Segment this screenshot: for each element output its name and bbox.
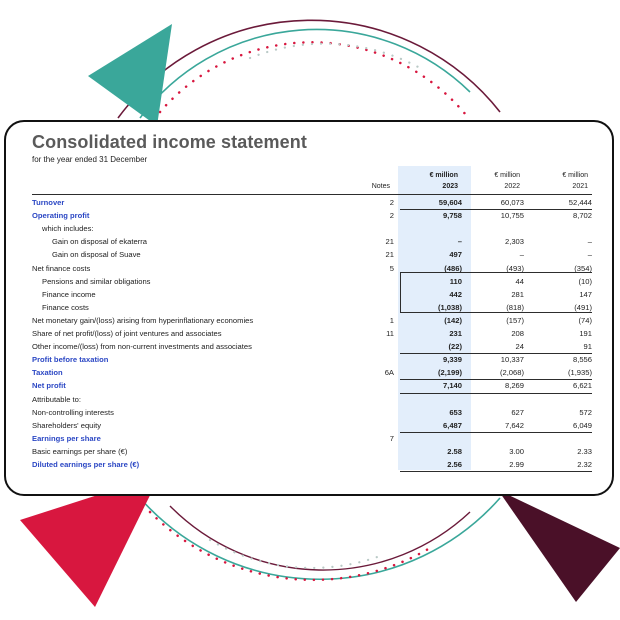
row-note: 5: [389, 263, 394, 273]
value-2021: 2.32: [577, 460, 592, 469]
row-rule: [400, 353, 592, 354]
row-note: 21: [385, 237, 394, 247]
value-2021: 8,556: [572, 355, 592, 365]
maroon-triangle: [498, 490, 620, 602]
value-2021: 572: [579, 407, 592, 417]
income-statement-card: [4, 120, 614, 496]
row-label: Pensions and similar obligations: [42, 276, 151, 286]
value-2023: (142): [444, 315, 462, 325]
value-2022: 10,337: [500, 355, 524, 365]
row-rule: [400, 432, 592, 433]
value-2021: (74): [578, 315, 592, 325]
table-row: [6, 432, 614, 445]
value-2021: (354): [574, 263, 592, 273]
row-rule: [400, 379, 592, 380]
value-2022: 2.99: [509, 460, 524, 469]
value-2022: 627: [511, 407, 524, 417]
table-row: [6, 458, 614, 471]
row-label: Finance income: [42, 289, 96, 299]
col-header-2021: [562, 170, 588, 192]
col-unit-2021: € million: [562, 172, 588, 179]
value-2023: 6,487: [442, 420, 462, 430]
value-2023: (2,199): [437, 368, 462, 378]
table-row: [6, 379, 614, 392]
row-label: Profit before taxation: [32, 355, 109, 365]
row-note: 1: [389, 315, 394, 325]
row-note: 7: [389, 433, 394, 443]
notes-header: Notes: [371, 183, 390, 190]
row-label: which includes:: [42, 224, 94, 234]
col-year-2023: 2023: [442, 183, 458, 190]
finance-box-left: [400, 272, 401, 312]
finance-box-bottom: [400, 312, 592, 313]
lower-arc-teal: [140, 498, 500, 579]
col-year-2022: 2022: [504, 183, 520, 190]
value-2023: 653: [449, 407, 462, 417]
table-row: [6, 248, 614, 261]
value-2021: –: [587, 237, 592, 247]
value-2023: –: [457, 237, 462, 247]
value-2021: 2.33: [577, 446, 592, 456]
value-2022: 7,642: [504, 420, 524, 430]
table-row: [6, 209, 614, 222]
table-row: [6, 196, 614, 209]
value-2022: 208: [511, 329, 524, 338]
value-2022: 24: [515, 342, 524, 352]
value-2023: (22): [448, 342, 462, 352]
table-row: [6, 366, 614, 379]
table-row: [6, 288, 614, 301]
table-row: [6, 327, 614, 340]
row-label: Net finance costs: [32, 263, 91, 273]
value-2022: (493): [506, 263, 524, 273]
value-2022: 44: [515, 276, 524, 286]
row-label: Net profit: [32, 381, 66, 391]
row-label: Turnover: [32, 198, 65, 207]
value-2023: 7,140: [442, 381, 462, 391]
value-2023: 9,339: [442, 355, 462, 365]
teal-triangle: [88, 24, 172, 126]
value-2023: 9,758: [442, 211, 462, 221]
row-note: 21: [385, 250, 394, 260]
value-2021: 52,444: [568, 198, 592, 207]
table-row: [6, 340, 614, 353]
value-2023: (1,038): [437, 302, 462, 312]
table-row: [6, 314, 614, 327]
row-label: Operating profit: [32, 211, 90, 221]
upper-arc-dotted: [160, 42, 470, 120]
header-rule: [32, 194, 592, 195]
value-2022: (818): [506, 302, 524, 312]
row-label: Non-controlling interests: [32, 407, 114, 417]
value-2023: 497: [449, 250, 462, 260]
row-label: Taxation: [32, 368, 63, 378]
value-2023: 442: [449, 289, 462, 299]
value-2021: (491): [574, 302, 592, 312]
table-row: [6, 445, 614, 458]
table-row: [6, 393, 614, 406]
value-2023: 231: [449, 329, 462, 338]
value-2022: 3.00: [509, 446, 524, 456]
value-2021: (10): [578, 276, 592, 286]
row-label: Diluted earnings per share (€): [32, 460, 140, 469]
value-2022: –: [519, 250, 524, 260]
row-label: Share of net profit/(loss) of joint ventures and associates: [32, 329, 222, 338]
value-2023: 110: [449, 276, 462, 286]
value-2022: (2,068): [499, 368, 524, 378]
table-row: [6, 419, 614, 432]
value-2022: (157): [506, 315, 524, 325]
value-2023: 59,604: [438, 198, 462, 207]
table-row: [6, 235, 614, 248]
value-2021: 91: [583, 342, 592, 352]
row-note: 6A: [384, 368, 394, 378]
col-unit-2023: € million: [429, 172, 458, 179]
value-2022: 281: [511, 289, 524, 299]
table-row: [6, 353, 614, 366]
row-label: Gain on disposal of Suave: [52, 250, 141, 260]
col-header-2022: [494, 170, 520, 192]
row-label: Shareholders' equity: [32, 420, 101, 430]
table-row: [6, 406, 614, 419]
value-2022: 2,303: [504, 237, 524, 247]
value-2021: 191: [579, 329, 592, 338]
page-title: Consolidated income statement: [32, 132, 307, 152]
value-2022: 10,755: [500, 211, 524, 221]
row-rule: [400, 471, 592, 472]
row-label: Basic earnings per share (€): [32, 446, 128, 456]
row-label: Finance costs: [42, 302, 89, 312]
value-2021: –: [587, 250, 592, 260]
table-row: [6, 275, 614, 288]
row-note: 2: [389, 198, 394, 207]
row-rule: [400, 209, 592, 210]
row-label: Earnings per share: [32, 433, 101, 443]
row-label: Gain on disposal of ekaterra: [52, 237, 147, 247]
value-2023: (486): [444, 263, 462, 273]
upper-arc-teal: [140, 29, 470, 118]
page-subtitle: for the year ended 31 December: [32, 155, 148, 164]
row-label: Attributable to:: [32, 394, 81, 404]
value-2023: 2.58: [447, 446, 462, 456]
col-unit-2022: € million: [494, 172, 520, 179]
row-note: 11: [386, 329, 394, 338]
value-2023: 2.56: [447, 460, 462, 469]
table-row: [6, 222, 614, 235]
value-2022: 8,269: [504, 381, 524, 391]
row-note: 2: [389, 211, 394, 221]
upper-arc-dotted-grey: [250, 44, 420, 68]
value-2021: 8,702: [572, 211, 592, 221]
finance-box-top: [400, 272, 592, 273]
value-2022: 60,073: [500, 198, 524, 207]
col-year-2021: 2021: [572, 183, 588, 190]
lower-arc-maroon: [170, 506, 470, 570]
value-2021: 6,621: [572, 381, 592, 391]
row-rule: [400, 393, 592, 394]
value-2021: 6,049: [572, 420, 592, 430]
row-label: Other income/(loss) from non-current investments and associates: [32, 342, 252, 352]
value-2021: (1,935): [567, 368, 592, 378]
row-label: Net monetary gain/(loss) arising from hyperinflationary economies: [32, 315, 254, 325]
value-2021: 147: [579, 289, 592, 299]
col-header-2023: [430, 170, 458, 192]
